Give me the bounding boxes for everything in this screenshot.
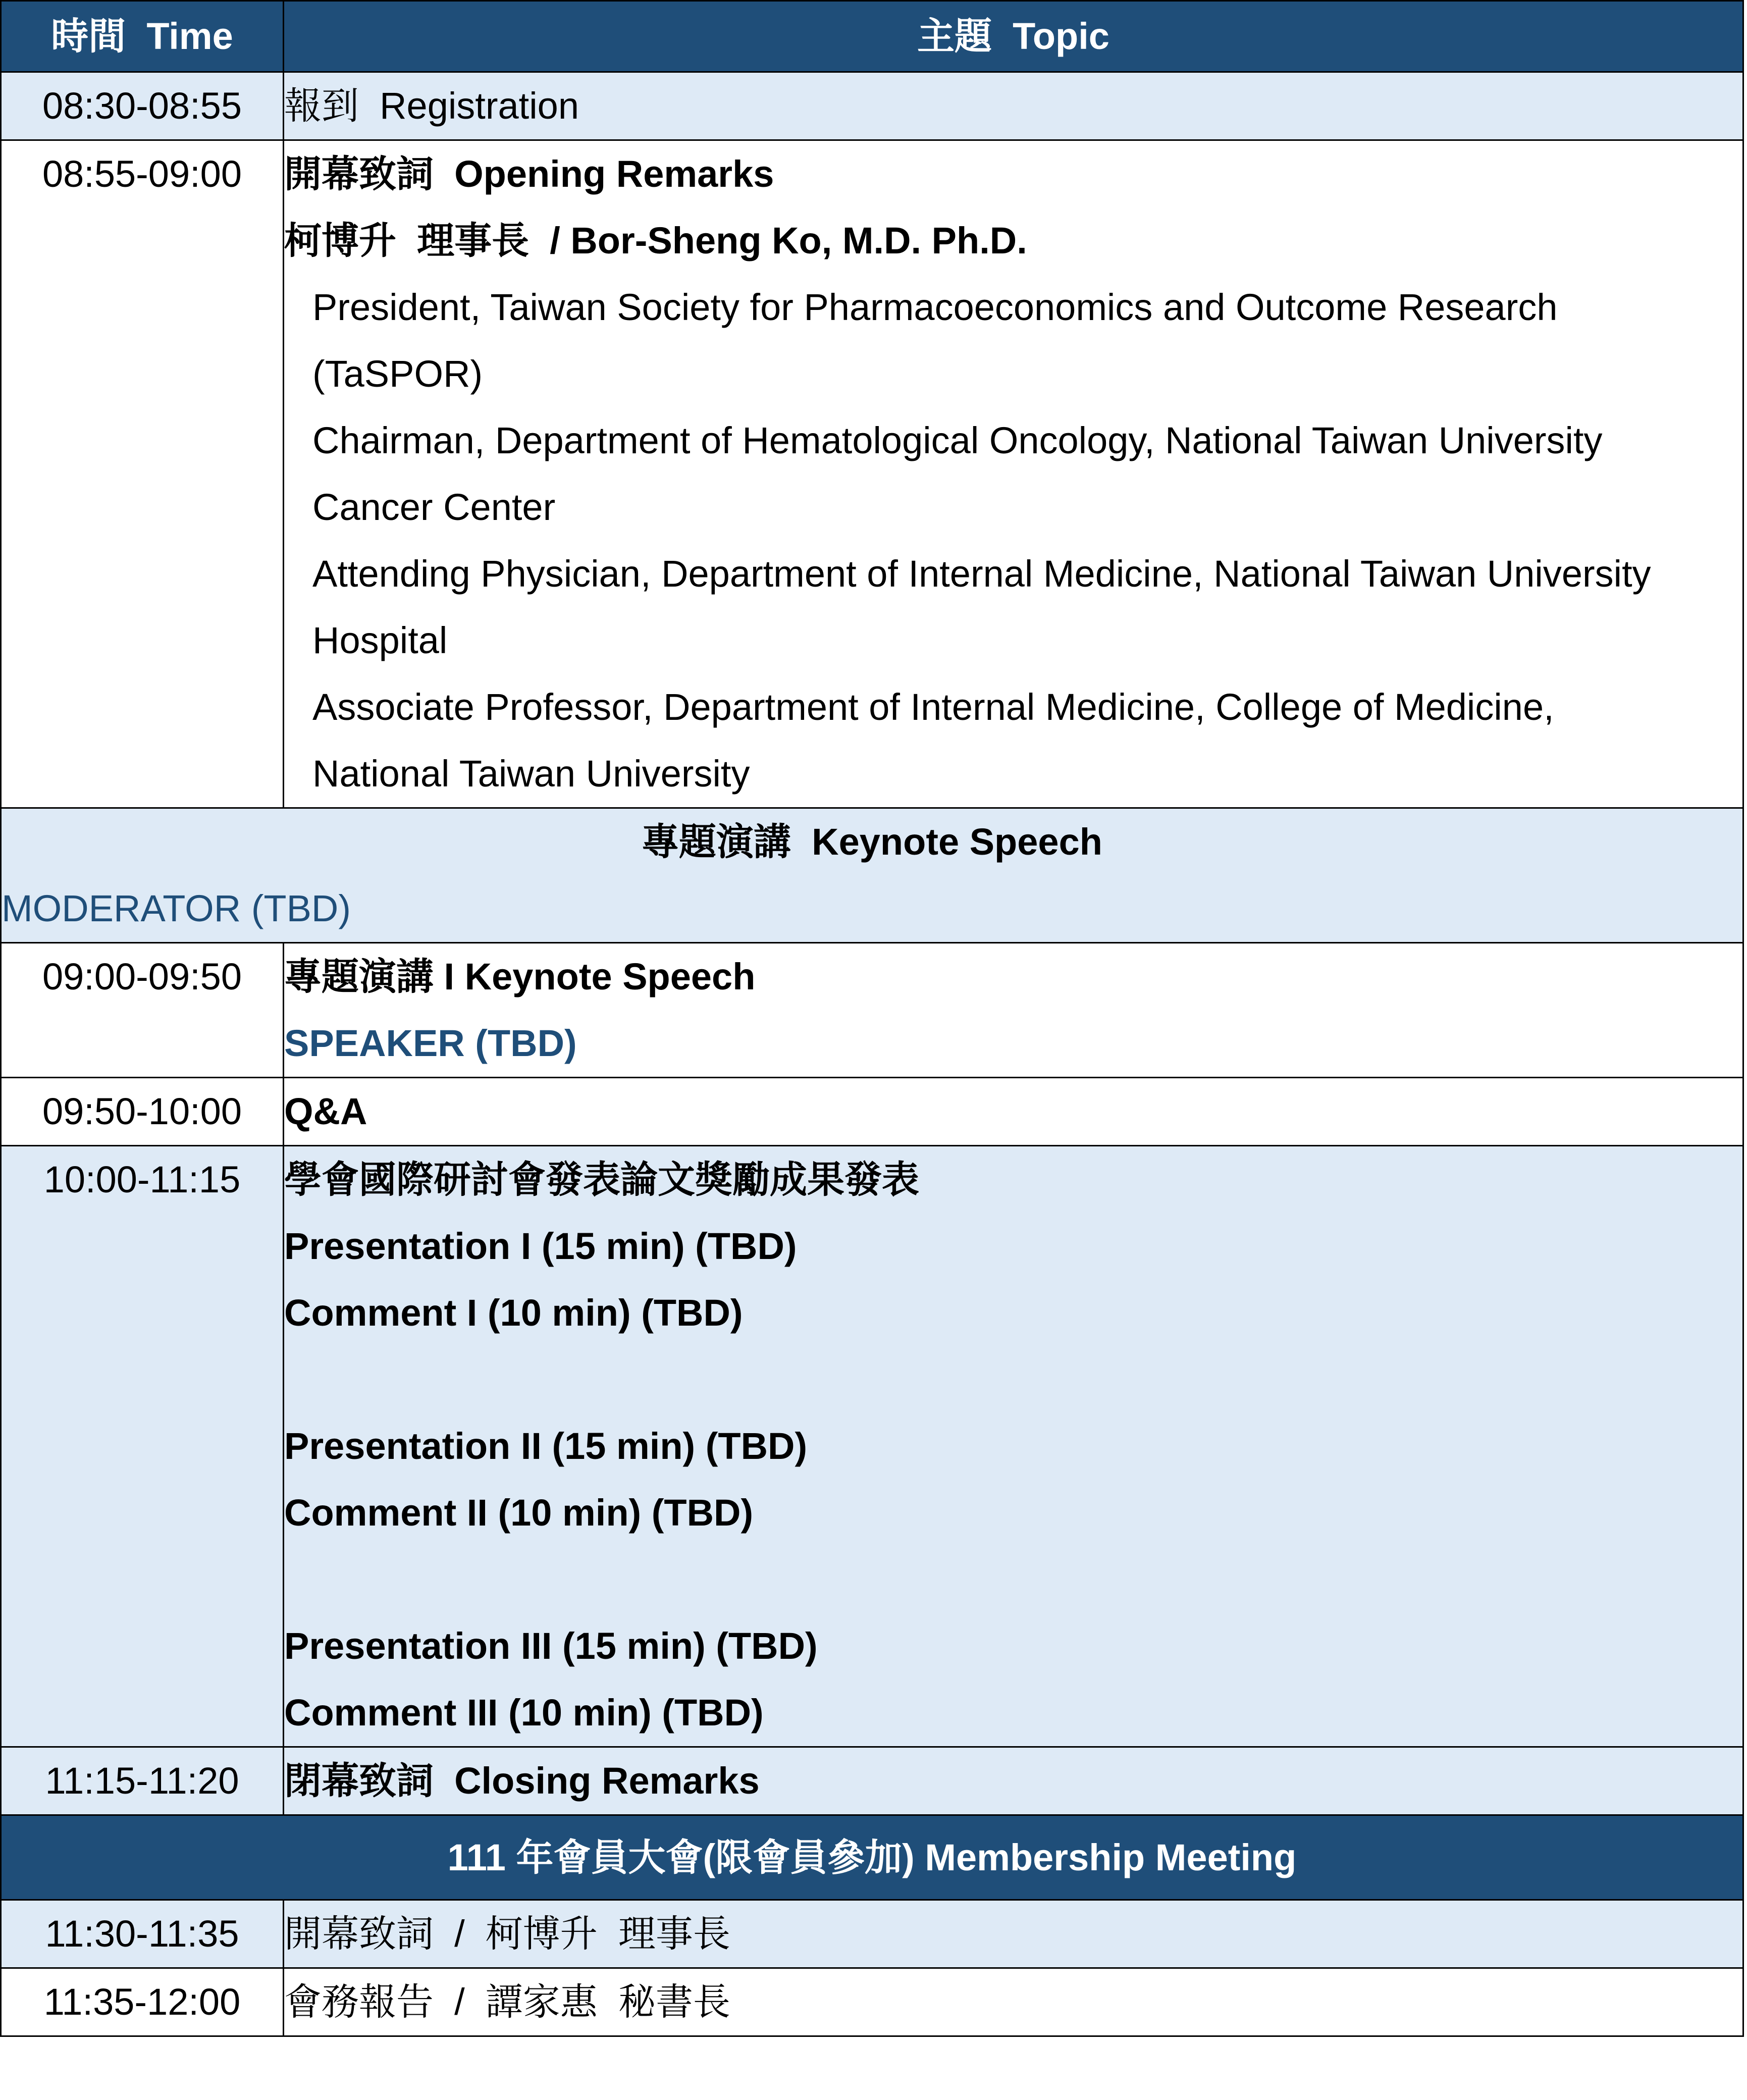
membership-title: 111 年會員大會(限會員參加) Membership Meeting: [2, 1816, 1744, 1901]
membership-topic-label: 會務報告 / 譚家惠 秘書長: [284, 1981, 730, 2023]
keynote-time: 09:00-09:50: [2, 943, 284, 1078]
presentation-item: Presentation I (15 min) (TBD): [284, 1225, 797, 1267]
spacer: [284, 1346, 1742, 1413]
keynote-section-title: 專題演講 Keynote Speech: [642, 821, 1102, 863]
keynote-title: 專題演講 I Keynote Speech: [284, 956, 756, 998]
presentation-item: Presentation III (15 min) (TBD): [284, 1625, 818, 1667]
registration-row: [2, 73, 1744, 141]
affiliation-line: (TaSPOR): [312, 353, 483, 395]
membership-topic: [284, 1901, 1744, 1969]
keynote-topic: [284, 943, 1744, 1078]
spacer: [284, 1546, 1742, 1613]
presentations-row: [2, 1146, 1744, 1748]
membership-topic-label: 開幕致詞 / 柯博升 理事長: [284, 1913, 730, 1955]
membership-row: [2, 1901, 1744, 1969]
closing-topic: [284, 1748, 1744, 1816]
moderator-label: MODERATOR (TBD): [2, 887, 351, 929]
membership-time: 11:35-12:00: [2, 1969, 284, 2037]
keynote-section-cell: [2, 809, 1744, 943]
header-row: [2, 2, 1744, 73]
qa-topic: [284, 1078, 1744, 1146]
qa-row: [2, 1078, 1744, 1146]
presentations-topic: [284, 1146, 1744, 1748]
registration-time: 08:30-08:55: [2, 73, 284, 141]
affiliation-line: Hospital: [312, 619, 448, 661]
affiliation-line: Attending Physician, Department of Internal Medicine, National Taiwan University: [312, 553, 1651, 595]
closing-time: 11:15-11:20: [2, 1748, 284, 1816]
closing-remarks-row: [2, 1748, 1744, 1816]
time-column-header: 時間 Time: [2, 2, 284, 73]
keynote-section-row: [2, 809, 1744, 943]
membership-header-row: [2, 1816, 1744, 1901]
presentations-title: 學會國際研討會發表論文獎勵成果發表: [284, 1159, 919, 1200]
affiliation-line: Chairman, Department of Hematological Oncology, National Taiwan University: [312, 419, 1603, 461]
presentations-time: 10:00-11:15: [2, 1146, 284, 1748]
opening-topic: [284, 141, 1744, 809]
keynote-row: [2, 943, 1744, 1078]
speaker-label: SPEAKER (TBD): [284, 1022, 577, 1064]
registration-topic: [284, 73, 1744, 141]
topic-column-header: 主題 Topic: [284, 2, 1744, 73]
affiliation-line: Cancer Center: [312, 486, 556, 528]
opening-remarks-row: [2, 141, 1744, 809]
closing-label: 閉幕致詞 Closing Remarks: [284, 1760, 760, 1802]
comment-item: Comment III (10 min) (TBD): [284, 1692, 764, 1734]
membership-row: [2, 1969, 1744, 2037]
affiliation-line: President, Taiwan Society for Pharmacoeconomics and Outcome Research: [312, 286, 1558, 328]
membership-time: 11:30-11:35: [2, 1901, 284, 1969]
opening-time: 08:55-09:00: [2, 141, 284, 809]
comment-item: Comment I (10 min) (TBD): [284, 1292, 743, 1334]
registration-label: 報到 Registration: [284, 85, 579, 127]
qa-time: 09:50-10:00: [2, 1078, 284, 1146]
affiliation-line: National Taiwan University: [312, 753, 750, 795]
comment-item: Comment II (10 min) (TBD): [284, 1492, 754, 1534]
qa-label: Q&A: [284, 1090, 367, 1132]
affiliation-line: Associate Professor, Department of Internal Medicine, College of Medicine,: [312, 686, 1554, 728]
opening-title: 開幕致詞 Opening Remarks: [284, 153, 774, 195]
opening-speaker: 柯博升 理事長 / Bor-Sheng Ko, M.D. Ph.D.: [284, 220, 1027, 261]
presentation-item: Presentation II (15 min) (TBD): [284, 1425, 808, 1467]
membership-topic: [284, 1969, 1744, 2037]
